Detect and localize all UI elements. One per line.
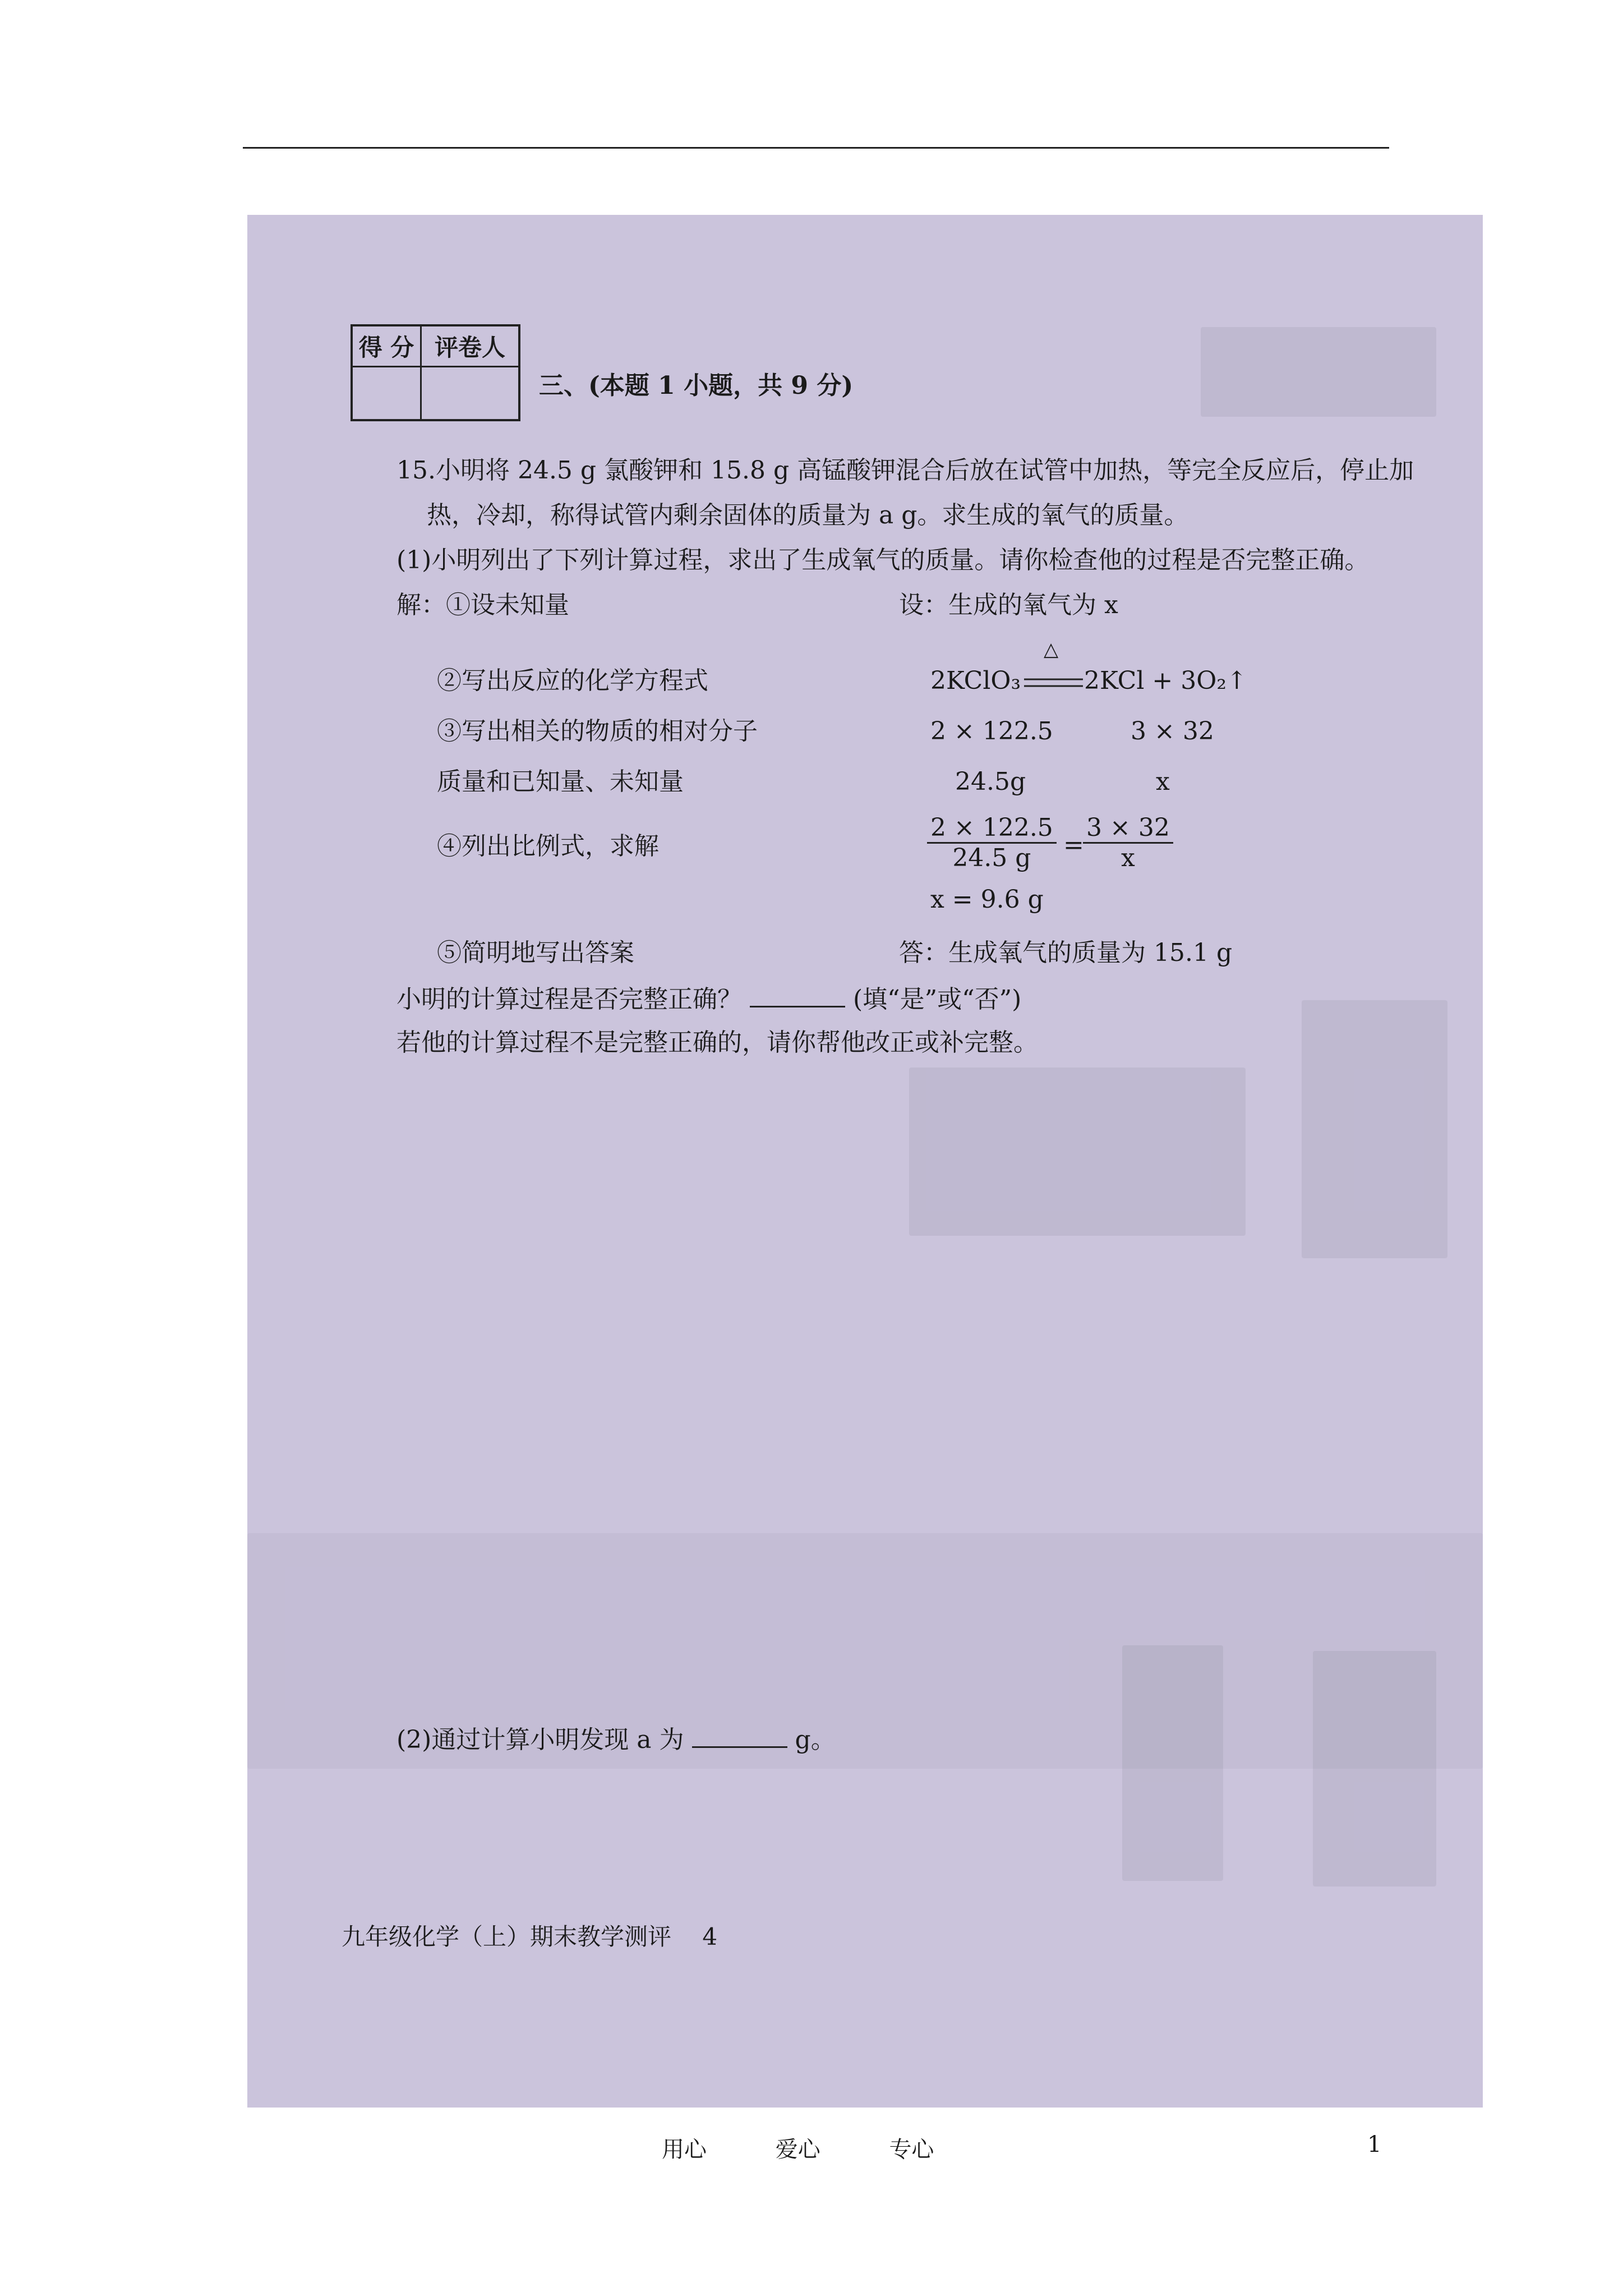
ratio-fraction-1 — [927, 813, 1057, 872]
motto-3: 专心 — [889, 2137, 934, 2162]
step4-label: ④列出比例式，求解 — [437, 832, 659, 861]
check-question — [396, 983, 1021, 1015]
header-rule — [243, 147, 1389, 149]
page-number: 1 — [1367, 2132, 1382, 2157]
check-question-text: 小明的计算过程是否完整正确？ — [396, 985, 742, 1014]
answer-blank-yes-no[interactable] — [750, 983, 845, 1007]
step1-answer: 设：生成的氧气为 x — [899, 591, 1118, 619]
motto-1: 用心 — [662, 2137, 707, 2162]
step2-label: ②写出反应的化学方程式 — [437, 666, 708, 695]
solve-result: x = 9.6 g — [930, 885, 1044, 914]
bleed-through-figure — [909, 1068, 1246, 1236]
part2-question — [396, 1724, 836, 1755]
known-mass: 24.5g — [955, 767, 1026, 796]
score-cell[interactable] — [352, 367, 421, 421]
equation-reactant: 2KClO₃ — [930, 666, 1021, 695]
step3-label-cont: 质量和已知量、未知量 — [437, 767, 684, 796]
score-label: 得 分 — [352, 325, 421, 367]
molar-mass-o2: 3 × 32 — [1131, 717, 1214, 746]
motto-2: 爱心 — [775, 2137, 820, 2162]
heating-condition: △ — [1044, 638, 1059, 661]
bleed-through-figure — [1302, 1000, 1447, 1258]
score-table — [351, 324, 520, 421]
step5-label: ⑤简明地写出答案 — [437, 938, 634, 967]
reaction-equals-sign — [1024, 676, 1083, 691]
ratio2-denominator: x — [1121, 844, 1135, 872]
scan-footer: 九年级化学（上）期末教学测评 4 — [342, 1923, 718, 1950]
part2-text: (2)通过计算小明发现 a 为 — [396, 1726, 684, 1754]
equation-products: 2KCl + 3O₂↑ — [1084, 666, 1247, 695]
molar-mass-kclo3: 2 × 122.5 — [930, 717, 1053, 746]
unknown-x: x — [1156, 767, 1170, 796]
step5-answer: 答：生成氧气的质量为 15.1 g — [899, 938, 1233, 967]
part1-intro: (1)小明列出了下列计算过程，求出了生成氧气的质量。请你检查他的过程是否完整正确。 — [396, 546, 1370, 574]
page-footer-mottos — [662, 2132, 995, 2164]
step3-label: ③写出相关的物质的相对分子 — [437, 717, 758, 746]
step1-label: 解：①设未知量 — [396, 591, 569, 619]
answer-blank-mass-a[interactable] — [692, 1724, 787, 1748]
check-question-hint: (填“是”或“否”) — [853, 985, 1022, 1014]
ratio1-denominator: 24.5 g — [952, 844, 1031, 872]
part2-unit: g。 — [795, 1726, 836, 1754]
ratio1-numerator: 2 × 122.5 — [927, 813, 1057, 844]
section-title: 三、(本题 1 小题，共 9 分) — [539, 371, 854, 400]
fix-prompt: 若他的计算过程不是完整正确的，请你帮他改正或补完整。 — [396, 1028, 1038, 1057]
grader-label: 评卷人 — [421, 325, 520, 367]
bleed-through-figure — [1201, 327, 1436, 417]
question-line-1: 15.小明将 24.5 g 氯酸钾和 15.8 g 高锰酸钾混合后放在试管中加热，等完全反应后，停止加 — [396, 456, 1414, 485]
scanned-exam-page — [247, 215, 1483, 2108]
grader-cell[interactable] — [421, 367, 520, 421]
ratio2-numerator: 3 × 32 — [1083, 813, 1173, 844]
ratio-fraction-2 — [1083, 813, 1173, 872]
ratio-equals: = — [1063, 831, 1084, 859]
question-line-2: 热，冷却，称得试管内剩余固体的质量为 a g。求生成的氧气的质量。 — [427, 501, 1189, 530]
